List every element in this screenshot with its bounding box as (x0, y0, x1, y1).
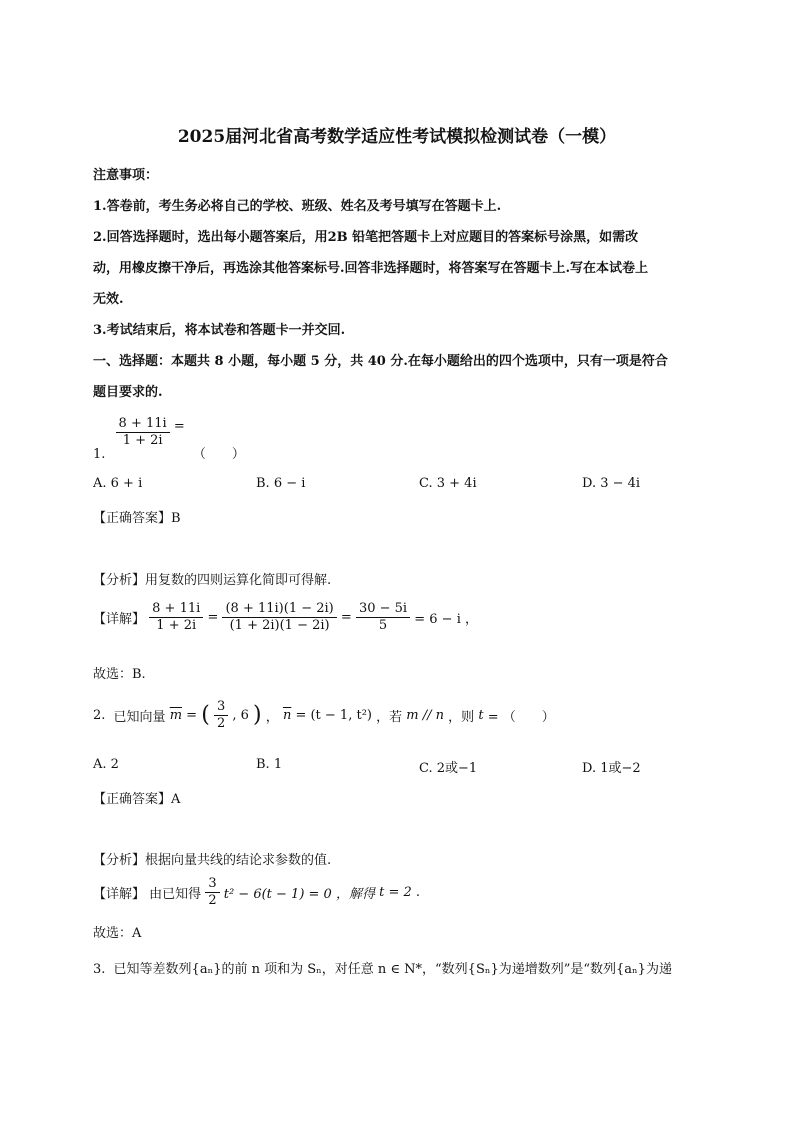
q2-analysis: 【分析】根据向量共线的结论求参数的值. (93, 853, 332, 868)
detail-equation: t² − 6(t − 1) = 0 ，解得 (223, 887, 375, 902)
detail-label: 【详解】 (93, 887, 146, 902)
notice-item-3: 3.考试结束后，将本试卷和答题卡一并交回. (93, 323, 346, 338)
vector-n: $\overline{n}$ (282, 708, 292, 723)
fraction-numerator: 3 (214, 699, 228, 716)
equals-sign: = (173, 419, 185, 434)
question-number: 1. (93, 447, 106, 462)
question-number: 2. (93, 708, 106, 723)
equals-sign: = (340, 610, 352, 625)
question-number: 3. (93, 962, 106, 977)
answer-blank: （ ） (192, 447, 245, 462)
q1-answer: 【正确答案】B (93, 511, 181, 526)
section-1-line-2: 题目要求的. (93, 385, 163, 400)
notice-item-2-line-3: 无效. (93, 292, 124, 307)
question-1 (93, 416, 245, 462)
q2-detail (93, 876, 420, 909)
fraction-denominator: 1 + 2i (156, 618, 197, 633)
fraction-denominator: (1 + 2i)(1 − 2i) (229, 618, 330, 633)
q1-analysis: 【分析】用复数的四则运算化简即可得解. (93, 573, 332, 588)
detail-label: 【详解】 (93, 612, 146, 627)
notice-item-2-line-1: 2.回答选择题时，选出每小题答案后，用2B 铅笔把答题卡上对应题目的答案标号涂黑，如需改 (93, 230, 639, 245)
q1-fraction (116, 416, 170, 449)
detail-fraction-3 (356, 601, 410, 634)
parallel-condition: m // n (406, 708, 445, 723)
detail-solution: t = 2 . (379, 885, 421, 900)
notice-item-1: 1.答卷前，考生务必将自己的学校、班级、姓名及考号填写在答题卡上. (93, 199, 502, 214)
question-text: ，若 (376, 710, 403, 725)
answer-blank: = （ ） (487, 710, 555, 725)
q2-option-a: A. 2 (93, 757, 119, 772)
question-2 (93, 699, 555, 732)
fraction-numerator: 30 − 5i (356, 601, 410, 618)
question-text: ，则 (448, 710, 475, 725)
m-rest: , 6 (232, 708, 249, 723)
fraction-numerator: 8 + 11i (116, 416, 170, 433)
question-3 (93, 958, 672, 977)
q1-option-c: C. 3 + 4i (419, 476, 477, 491)
fraction-denominator: 5 (378, 618, 388, 633)
n-value: = (t − 1, t²) (295, 708, 372, 723)
variable-t: t (478, 708, 484, 723)
fraction-numerator: 8 + 11i (149, 601, 203, 618)
q2-option-d: D. 1或−2 (582, 761, 641, 776)
notice-item-2-line-2: 动，用橡皮擦干净后，再选涂其他答案标号.回答非选择题时，将答案写在答题卡上.写在本试卷上 (93, 261, 649, 276)
q1-conclusion: 故选：B. (93, 667, 146, 682)
notice-heading: 注意事项： (93, 168, 159, 183)
equals-sign: = (186, 708, 202, 723)
fraction-denominator: 2 (216, 716, 226, 731)
question-text: 已知等差数列{aₙ}的前 n 项和为 Sₙ，对任意 n ∈ N*，“数列{Sₙ}为递增数列”是“数列{aₙ}为递 (113, 962, 672, 977)
q1-option-b: B. 6 − i (256, 476, 306, 491)
q2-option-c: C. 2或−1 (419, 761, 478, 776)
detail-fraction (205, 876, 219, 909)
detail-result: = 6 − i ， (414, 612, 478, 627)
page-title: 2025届河北省高考数学适应性考试模拟检测试卷（一模） (177, 127, 617, 147)
q1-option-a: A. 6 + i (93, 476, 143, 491)
m-fraction (214, 699, 228, 732)
q2-option-b: B. 1 (256, 757, 283, 772)
q2-answer: 【正确答案】A (93, 792, 181, 807)
fraction-denominator: 1 + 2i (122, 433, 163, 448)
question-text: ， (265, 710, 279, 725)
q1-option-d: D. 3 − 4i (582, 476, 641, 491)
q2-conclusion: 故选：A (93, 926, 142, 941)
section-1-line-1: 一、选择题：本题共 8 小题，每小题 5 分，共 40 分.在每小题给出的四个选项中，只有一项是符合 (93, 354, 668, 369)
question-text: 已知向量 (113, 710, 166, 725)
q1-detail (93, 601, 478, 634)
fraction-numerator: 3 (205, 876, 219, 893)
fraction-numerator: (8 + 11i)(1 − 2i) (222, 601, 336, 618)
equals-sign: = (207, 610, 219, 625)
detail-text: 由已知得 (149, 887, 202, 902)
fraction-denominator: 2 (208, 893, 217, 908)
detail-fraction-1 (149, 601, 203, 634)
detail-fraction-2 (222, 601, 336, 634)
right-paren: ) (253, 702, 262, 728)
vector-m: $\overline{m}$ (169, 708, 183, 723)
left-paren: ( (201, 702, 210, 728)
